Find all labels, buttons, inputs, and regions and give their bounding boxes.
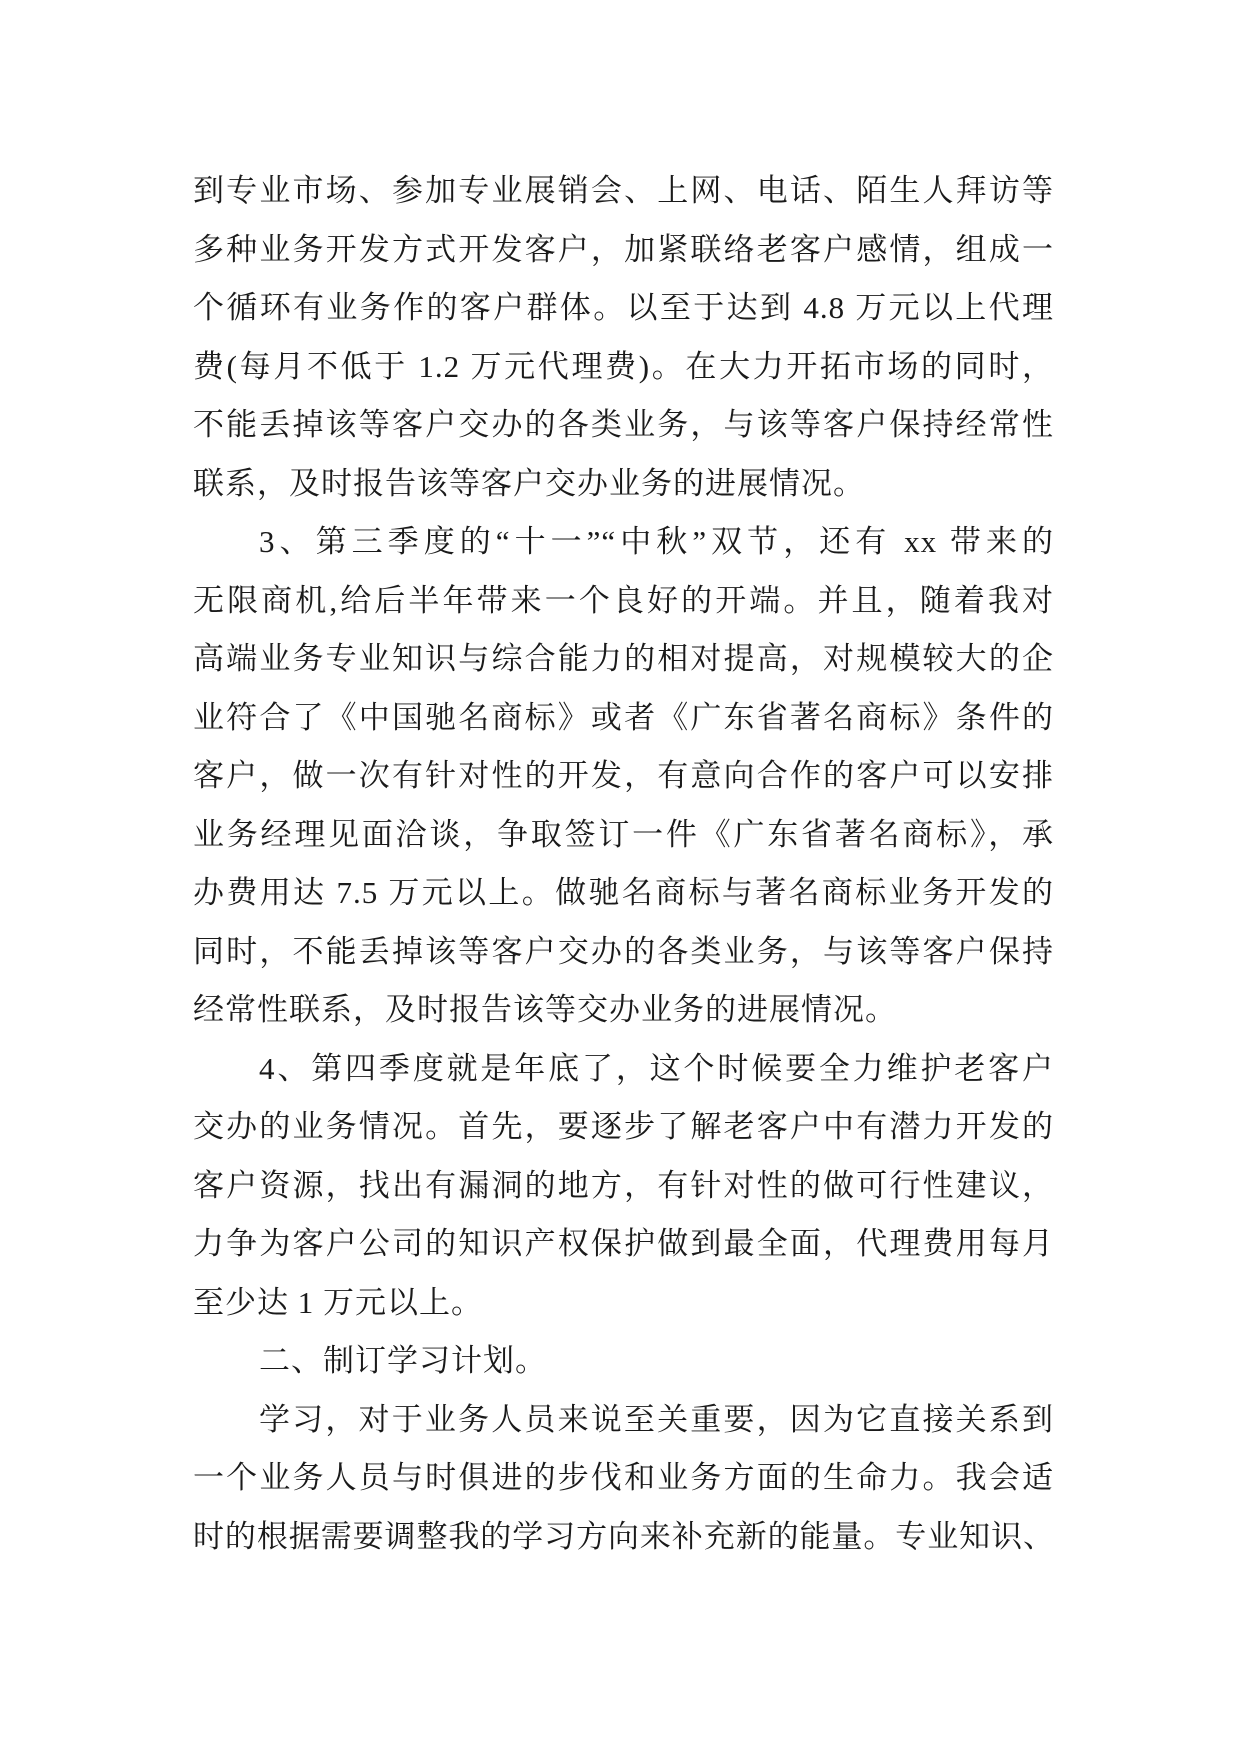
paragraph-line: 一个业务人员与时俱进的步伐和业务方面的生命力。我会适 (193, 1460, 1054, 1495)
paragraph-line: 费(每月不低于 1.2 万元代理费)。在大力开拓市场的同时， (193, 348, 1054, 384)
paragraph-line: 联系，及时报告该等客户交办业务的进展情况。 (193, 465, 865, 501)
paragraph-line: 经常性联系，及时报告该等交办业务的进展情况。 (193, 992, 897, 1027)
paragraph-line: 力争为客户公司的知识产权保护做到最全面，代理费用每月 (193, 1226, 1054, 1261)
paragraph-line: 至少达 1 万元以上。 (193, 1284, 483, 1320)
paragraph-line: 到专业市场、参加专业展销会、上网、电话、陌生人拜访等 (193, 173, 1054, 208)
paragraph-line: 办费用达 7.5 万元以上。做驰名商标与著名商标业务开发的 (193, 875, 1054, 910)
paragraph-line: 高端业务专业知识与综合能力的相对提高，对规模较大的企 (193, 641, 1054, 676)
paragraph-line: 客户资源，找出有漏洞的地方，有针对性的做可行性建议， (193, 1167, 1054, 1203)
paragraph-continuation (193, 162, 1054, 513)
paragraph-line: 业符合了《中国驰名商标》或者《广东省著名商标》条件的 (193, 699, 1054, 735)
paragraph-line: 4、第四季度就是年底了，这个时候要全力维护老客户 (259, 1050, 1054, 1086)
document-body (193, 162, 1054, 1566)
paragraph-line: 个循环有业务作的客户群体。以至于达到 4.8 万元以上代理 (193, 290, 1054, 325)
paragraph-line: 多种业务开发方式开发客户，加紧联络老客户感情，组成一 (193, 231, 1054, 267)
paragraph-line: 不能丢掉该等客户交办的各类业务，与该等客户保持经常性 (193, 407, 1054, 442)
paragraph-third-quarter (193, 513, 1054, 1040)
paragraph-learning (193, 1391, 1054, 1567)
paragraph-line: 时的根据需要调整我的学习方向来补充新的能量。专业知识、 (193, 1518, 1054, 1554)
section-heading (193, 1332, 1054, 1391)
paragraph-line: 3、第三季度的“十一”“中秋”双节，还有 xx 带来的 (259, 524, 1054, 559)
paragraph-line: 客户，做一次有针对性的开发，有意向合作的客户可以安排 (193, 758, 1054, 793)
paragraph-line: 无限商机,给后半年带来一个良好的开端。并且，随着我对 (193, 582, 1054, 618)
paragraph-line: 同时，不能丢掉该等客户交办的各类业务，与该等客户保持 (193, 933, 1054, 969)
paragraph-line: 业务经理见面洽谈，争取签订一件《广东省著名商标》，承 (193, 816, 1054, 852)
paragraph-line: 学习，对于业务人员来说至关重要，因为它直接关系到 (259, 1401, 1054, 1437)
section-heading-line: 二、制订学习计划。 (259, 1343, 547, 1378)
paragraph-fourth-quarter (193, 1040, 1054, 1333)
paragraph-line: 交办的业务情况。首先，要逐步了解老客户中有潜力开发的 (193, 1109, 1054, 1144)
